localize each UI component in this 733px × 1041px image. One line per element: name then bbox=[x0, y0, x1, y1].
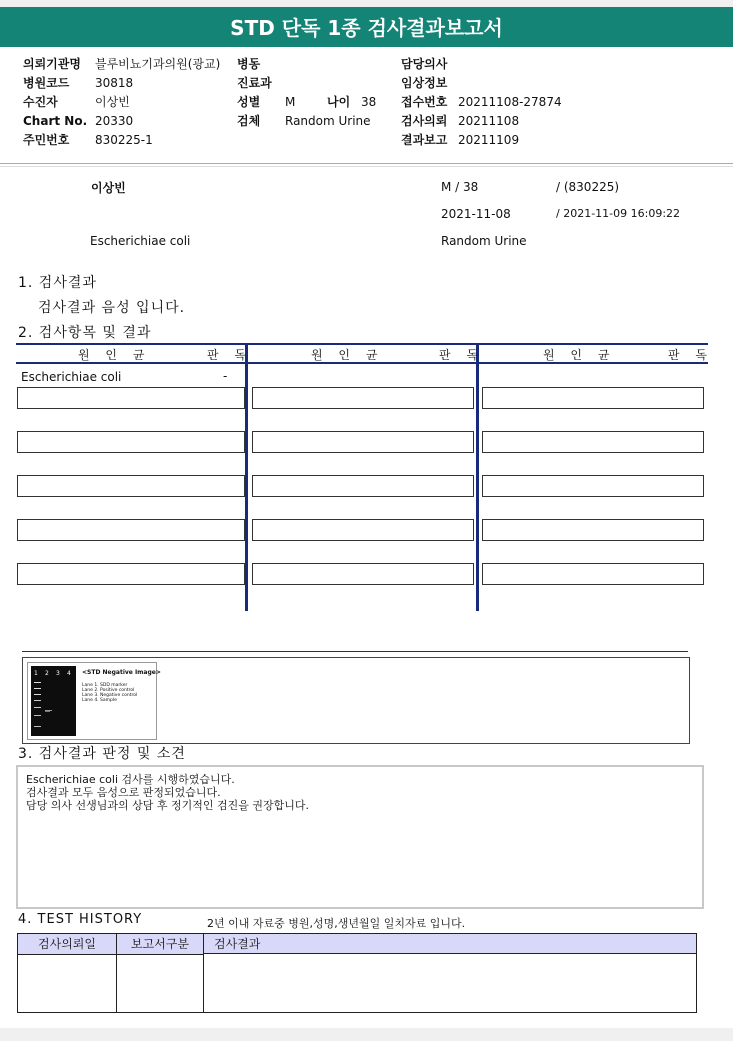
finding-line: 검사결과 모두 음성으로 판정되었습니다. bbox=[26, 786, 221, 799]
info-row-specimen: 검체 Random Urine bbox=[237, 114, 371, 128]
result-cell bbox=[252, 519, 474, 541]
result-cell bbox=[252, 475, 474, 497]
gel-title: <STD Negative Image> bbox=[82, 669, 161, 676]
result-cell bbox=[482, 563, 704, 585]
gel-image bbox=[27, 662, 161, 740]
result-cell bbox=[17, 475, 245, 497]
patient-name: 이상빈 bbox=[91, 181, 126, 195]
column-header-judgement: 판 독 bbox=[668, 348, 713, 362]
result-cell bbox=[482, 519, 704, 541]
section-1-title: 1. 검사결과 bbox=[18, 275, 97, 291]
result-cell bbox=[17, 431, 245, 453]
result-cell bbox=[17, 563, 245, 585]
column-header-judgement: 판 독 bbox=[439, 348, 484, 362]
result-cell bbox=[17, 387, 245, 409]
history-table bbox=[17, 933, 697, 1013]
finding-line: Escherichiae coli 검사를 시행하였습니다. bbox=[26, 773, 235, 786]
history-column-separator bbox=[203, 934, 204, 1012]
info-column-1 bbox=[23, 55, 220, 150]
result-cell bbox=[252, 387, 474, 409]
info-column-2 bbox=[237, 55, 376, 131]
section-1-result: 검사결과 음성 입니다. bbox=[38, 300, 186, 316]
result-cell bbox=[17, 519, 245, 541]
info-row-hospital-code: 병원코드 30818 bbox=[23, 76, 134, 90]
info-row-clinical-info: 임상정보 bbox=[401, 76, 448, 90]
svg-text:2: 2 bbox=[45, 670, 49, 677]
column-header-organism: 원 인 균 bbox=[78, 348, 151, 362]
divider bbox=[0, 166, 733, 167]
result-organism: Escherichiae coli bbox=[21, 370, 122, 384]
result-cell bbox=[482, 431, 704, 453]
footer-strip bbox=[0, 1028, 733, 1041]
patient-sex-age: M / 38 bbox=[441, 180, 479, 194]
result-cell bbox=[482, 387, 704, 409]
column-header-organism: 원 인 균 bbox=[543, 348, 616, 362]
organism-name: Escherichiae coli bbox=[90, 234, 191, 248]
gel-bands-icon bbox=[31, 666, 76, 736]
divider bbox=[0, 163, 733, 164]
result-cell bbox=[252, 563, 474, 585]
report-title: STD 단독 1종 검사결과보고서 bbox=[0, 7, 733, 47]
info-row-doctor: 담당의사 bbox=[401, 57, 448, 71]
findings-box bbox=[16, 765, 704, 909]
svg-text:1: 1 bbox=[34, 670, 38, 677]
info-row-patient: 수진자 이상빈 bbox=[23, 95, 130, 109]
info-row-department: 진료과 bbox=[237, 76, 272, 90]
history-header-request-date: 검사의뢰일 bbox=[18, 934, 116, 955]
history-note: 2년 이내 자료중 병원,성명,생년월일 일치자료 입니다. bbox=[207, 917, 466, 930]
info-row-institution: 의뢰기관명 블루비뇨기과의원(광교) bbox=[23, 57, 221, 71]
top-strip bbox=[0, 0, 733, 7]
result-judgement: - bbox=[223, 369, 228, 383]
info-row-resident-no: 주민번호 830225-1 bbox=[23, 133, 153, 147]
report-datetime: / 2021-11-09 16:09:22 bbox=[556, 207, 681, 220]
gel-picture bbox=[31, 666, 76, 736]
info-row-ward: 병동 bbox=[237, 57, 261, 71]
image-top-rule bbox=[22, 651, 688, 652]
history-column-separator bbox=[116, 934, 117, 1012]
svg-text:4: 4 bbox=[67, 670, 71, 677]
svg-text:3: 3 bbox=[56, 670, 60, 677]
column-separator bbox=[245, 343, 248, 611]
info-row-request-date: 검사의뢰 20211108 bbox=[401, 114, 520, 128]
column-header-organism: 원 인 균 bbox=[311, 348, 384, 362]
request-date: 2021-11-08 bbox=[441, 207, 511, 221]
info-row-chart-no: Chart No. 20330 bbox=[23, 114, 134, 128]
history-header-report-type: 보고서구분 bbox=[117, 934, 203, 955]
column-header-judgement: 판 독 bbox=[207, 348, 252, 362]
info-row-receipt-no: 접수번호 20211108-27874 bbox=[401, 95, 562, 109]
column-separator bbox=[476, 343, 479, 611]
result-cell bbox=[252, 431, 474, 453]
finding-line: 담당 의사 선생님과의 상담 후 정기적인 검진을 권장합니다. bbox=[26, 799, 309, 812]
patient-birth: / (830225) bbox=[556, 180, 620, 194]
info-column-3 bbox=[401, 55, 562, 150]
specimen-type: Random Urine bbox=[441, 234, 527, 248]
result-cell bbox=[482, 475, 704, 497]
gel-legend: Lane 1. SDD marker Lane 2. Positive control Lane 3. Negative control Lane 4. Sample bbox=[82, 683, 138, 703]
history-header-result: 검사결과 bbox=[204, 934, 696, 954]
info-row-sex-age: 성별 M 나이 38 bbox=[237, 95, 377, 109]
table-top-rule bbox=[16, 343, 708, 345]
info-row-report-date: 결과보고 20211109 bbox=[401, 133, 520, 147]
section-3-title: 3. 검사결과 판정 및 소견 bbox=[18, 746, 186, 762]
section-2-title: 2. 검사항목 및 결과 bbox=[18, 325, 152, 341]
section-4-title: 4. TEST HISTORY bbox=[18, 912, 143, 927]
